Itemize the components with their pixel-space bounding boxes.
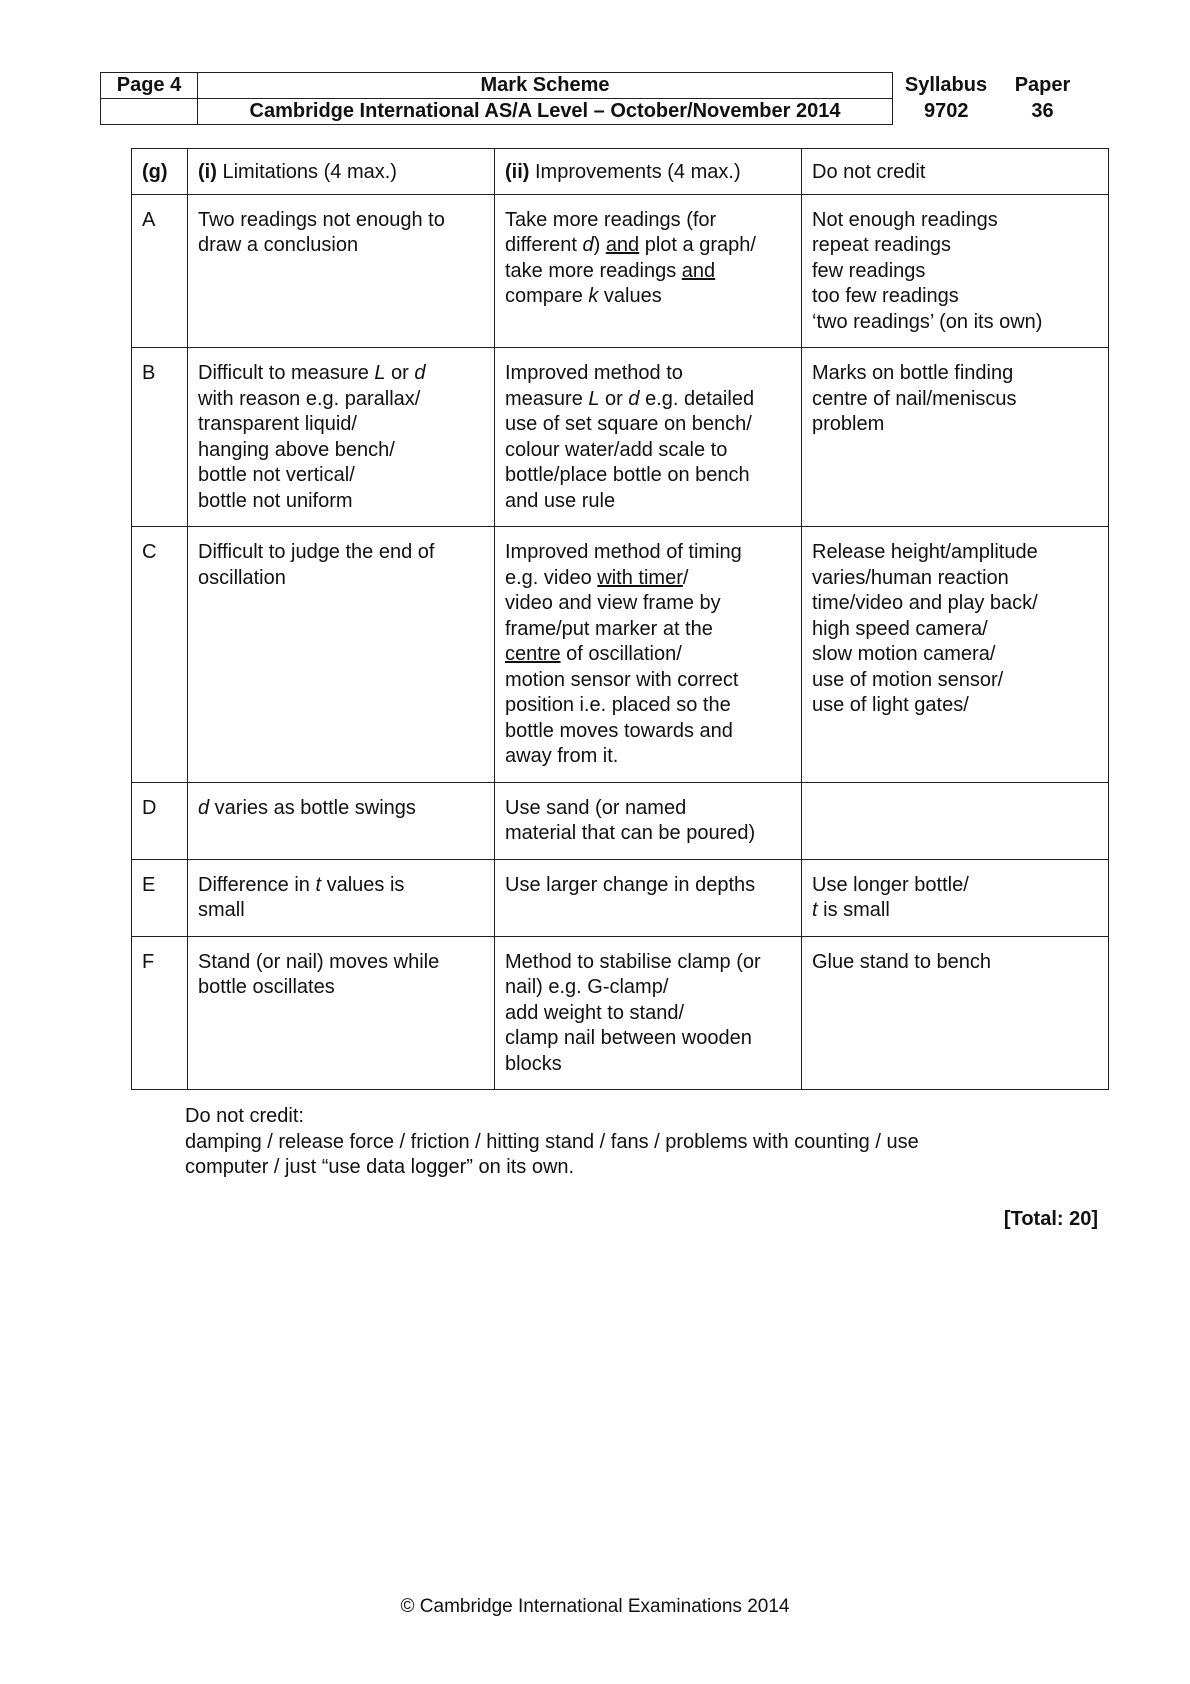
cell-text-line: Not enough readings <box>812 208 998 231</box>
syllabus-label: Syllabus <box>904 74 988 96</box>
cell-text-line: bottle oscillates <box>198 976 335 998</box>
cell-text-line: compare k values <box>505 285 662 307</box>
cell-text-line: nail) e.g. G-clamp/ <box>505 976 669 998</box>
cell-text-line: slow motion camera/ <box>812 643 996 665</box>
cell-text-line: colour water/add scale to <box>505 438 728 461</box>
improvements-cell <box>495 782 802 859</box>
cell-text-line: material that can be poured) <box>505 822 756 844</box>
cell-text-line: t is small <box>812 899 890 921</box>
total-marks: [Total: 20] <box>1003 1208 1098 1230</box>
mark-scheme-table <box>131 148 1109 1090</box>
limitations-cell <box>188 348 495 527</box>
cell-text-line: varies/human reaction <box>812 566 1009 589</box>
cell-text-line: use of motion sensor/ <box>812 668 1004 691</box>
cell-text-line: and use rule <box>505 489 616 512</box>
row-key <box>132 936 188 1090</box>
cell-text-line: B <box>142 362 156 384</box>
cell-text-line: centre of oscillation/ <box>505 643 682 665</box>
cell-text-line: hanging above bench/ <box>198 438 395 461</box>
cell-text-line: Improved method of timing <box>505 541 742 563</box>
table-row <box>132 936 1109 1090</box>
cell-text-line: Difficult to measure L or d <box>198 362 426 384</box>
cell-text-line: time/video and play back/ <box>812 592 1038 614</box>
row-key <box>132 348 188 527</box>
improvements-cell <box>495 194 802 348</box>
improvements-cell <box>495 859 802 936</box>
cell-text-line: A <box>142 208 156 231</box>
header-empty-cell <box>101 99 198 125</box>
cell-text-line: away from it. <box>505 745 619 767</box>
cell-text-line: high speed camera/ <box>812 617 988 640</box>
cell-text-line: transparent liquid/ <box>198 413 357 435</box>
improvements-cell <box>495 527 802 783</box>
copyright-footer: © Cambridge International Examinations 2014 <box>400 1596 790 1617</box>
cell-text-line: bottle/place bottle on bench <box>505 464 750 486</box>
cell-text-line: few readings <box>812 259 926 282</box>
cell-text-line: draw a conclusion <box>198 234 359 256</box>
limitations-cell <box>188 782 495 859</box>
table-row <box>132 348 1109 527</box>
note-line: computer / just “use data logger” on its own. <box>185 1156 575 1178</box>
cell-text-line: ‘two readings’ (on its own) <box>812 310 1043 333</box>
cell-text-line: small <box>198 899 245 921</box>
row-key <box>132 782 188 859</box>
row-key <box>132 194 188 348</box>
limitations-cell <box>188 936 495 1090</box>
do-not-credit-cell <box>802 936 1109 1090</box>
cell-text-line: Release height/amplitude <box>812 541 1038 563</box>
cell-text-line: add weight to stand/ <box>505 1001 685 1024</box>
cell-text-line: Marks on bottle finding <box>812 362 1014 384</box>
cell-text-line: Take more readings (for <box>505 208 717 231</box>
cell-text-line: bottle not uniform <box>198 489 353 512</box>
cell-text-line: C <box>142 541 157 563</box>
cell-text-line: Use sand (or named <box>505 796 687 819</box>
paper-label: Paper <box>1014 74 1071 96</box>
cell-text-line: bottle not vertical/ <box>198 464 355 486</box>
do-not-credit-cell <box>802 348 1109 527</box>
syllabus-value: 9702 <box>924 100 969 122</box>
cell-text-line: position i.e. placed so the <box>505 694 731 716</box>
limitations-cell <box>188 527 495 783</box>
part-label: (g) <box>132 149 188 195</box>
cell-text-line: Stand (or nail) moves while <box>198 950 440 973</box>
header-subtitle: Cambridge International AS/A Level – October/November 2014 <box>198 99 893 125</box>
cell-text-line: d varies as bottle swings <box>198 796 416 819</box>
cell-text-line: video and view frame by <box>505 592 721 614</box>
note-heading: Do not credit: <box>185 1105 304 1127</box>
cell-text-line: Two readings not enough to <box>198 208 445 231</box>
cell-text-line: with reason e.g. parallax/ <box>198 387 421 410</box>
cell-text-line: Glue stand to bench <box>812 950 992 973</box>
do-not-credit-note <box>185 1104 1045 1181</box>
cell-text-line: use of set square on bench/ <box>505 413 752 435</box>
cell-text-line: Improved method to <box>505 362 683 384</box>
improvements-cell <box>495 936 802 1090</box>
cell-text-line: D <box>142 796 157 819</box>
cell-text-line: Use larger change in depths <box>505 873 756 896</box>
cell-text-line: frame/put marker at the <box>505 617 713 640</box>
do-not-credit-cell <box>802 527 1109 783</box>
improvements-header: (ii) Improvements (4 max.) <box>495 149 802 195</box>
cell-text-line: E <box>142 873 156 896</box>
cell-text-line: Difference in t values is <box>198 873 405 896</box>
do-not-credit-header: Do not credit <box>802 149 1109 195</box>
table-row <box>132 859 1109 936</box>
cell-text-line: e.g. video with timer/ <box>505 566 689 589</box>
do-not-credit-cell <box>802 859 1109 936</box>
cell-text-line: Use longer bottle/ <box>812 873 969 896</box>
cell-text-line: too few readings <box>812 285 959 307</box>
cell-text-line: oscillation <box>198 566 286 589</box>
cell-text-line: different d) and plot a graph/ <box>505 234 756 256</box>
do-not-credit-cell <box>802 782 1109 859</box>
cell-text-line: Method to stabilise clamp (or <box>505 950 761 973</box>
cell-text-line: motion sensor with correct <box>505 668 739 691</box>
cell-text-line: F <box>142 950 155 973</box>
improvements-cell <box>495 348 802 527</box>
table-row <box>132 782 1109 859</box>
limitations-cell <box>188 194 495 348</box>
cell-text-line: take more readings and <box>505 259 716 282</box>
header-title: Mark Scheme <box>198 73 893 99</box>
cell-text-line: bottle moves towards and <box>505 719 733 742</box>
cell-text-line: problem <box>812 413 885 435</box>
paper-value: 36 <box>1031 100 1054 122</box>
table-row <box>132 194 1109 348</box>
header-table <box>100 72 1086 125</box>
limitations-header: (i) Limitations (4 max.) <box>188 149 495 195</box>
do-not-credit-cell <box>802 194 1109 348</box>
table-header-row <box>132 149 1109 195</box>
cell-text-line: measure L or d e.g. detailed <box>505 387 755 410</box>
limitations-cell <box>188 859 495 936</box>
page-number: Page 4 <box>101 73 198 99</box>
row-key <box>132 527 188 783</box>
cell-text-line: use of light gates/ <box>812 694 969 716</box>
cell-text-line: blocks <box>505 1052 562 1075</box>
cell-text-line: clamp nail between wooden <box>505 1027 752 1049</box>
cell-text-line: centre of nail/meniscus <box>812 387 1017 410</box>
cell-text-line: Difficult to judge the end of <box>198 541 435 563</box>
note-line: damping / release force / friction / hitting stand / fans / problems with counting / use <box>185 1130 919 1153</box>
cell-text-line: repeat readings <box>812 234 951 256</box>
table-row <box>132 527 1109 783</box>
row-key <box>132 859 188 936</box>
